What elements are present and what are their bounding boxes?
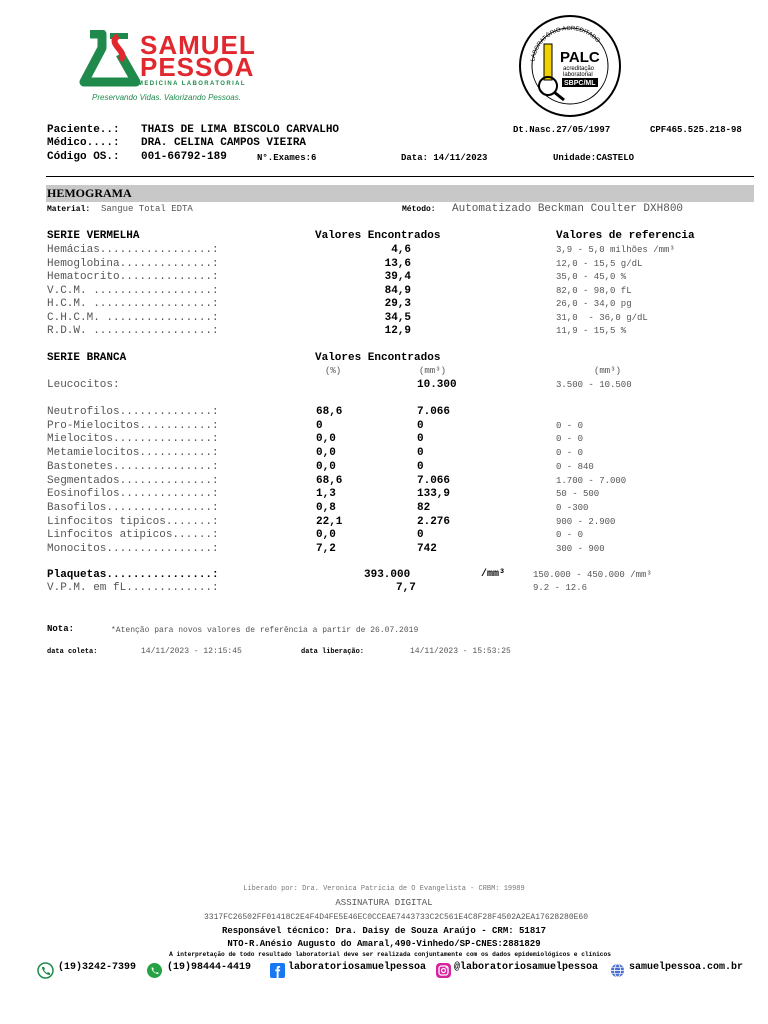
branca-unit-mm3: (mm³) <box>419 366 447 376</box>
vpm-ref: 9.2 - 12.6 <box>533 583 588 593</box>
globe-icon <box>610 963 625 983</box>
vermelha-row-label: Hematocrito..............: <box>47 271 219 283</box>
phone-number: (19)3242-7399 <box>58 962 137 973</box>
branca-row-abs: 7.066 <box>417 406 451 418</box>
header-divider <box>46 176 754 177</box>
vpm-value: 7,7 <box>396 582 416 594</box>
phone-icon <box>37 962 54 984</box>
exam-title-bar <box>46 185 754 202</box>
interpretacao-note: A interpretação de todo resultado laboratorial deve ser realizada conjuntamente com os dados epidemiológicos e clínicos <box>169 951 611 958</box>
branca-row-abs: 2.276 <box>417 515 451 528</box>
leuco-label: Leucocitos: <box>47 379 120 391</box>
responsavel-tecnico: Responsável técnico: Dra. Daisy de Souza Araújo - CRM: 51817 <box>221 926 547 936</box>
plaquetas-unit: /mm³ <box>481 569 506 580</box>
vermelha-row-ref: 26,0 - 34,0 pg <box>556 299 632 309</box>
svg-text:laboratorial: laboratorial <box>563 72 593 78</box>
whatsapp-number: (19)98444-4419 <box>167 962 252 973</box>
signature-hash: 3317FC26502FF01418C2E4F4D4FE5E46EC0CCEAE7443733C2C561E4C8F28F4502A2EA17628280E60 <box>203 913 589 922</box>
instagram-icon <box>436 963 451 983</box>
branca-row-ref: 0 - 0 <box>556 448 584 459</box>
logo-mark-icon <box>76 30 146 90</box>
vpm-label: V.P.M. em fL.............: <box>47 582 219 594</box>
branca-row-abs: 7.066 <box>417 474 451 487</box>
coleta-label: data coleta: <box>47 648 98 656</box>
metodo-label: Método: <box>402 205 436 214</box>
material-value: Sangue Total EDTA <box>101 204 193 214</box>
branca-row-pct: 0 <box>316 419 323 432</box>
logo-brand-sub: MEDICINA LABORATORIAL <box>138 81 246 87</box>
vermelha-col-values: Valores Encontrados <box>315 230 441 242</box>
vermelha-row-ref: 3,9 - 5,0 milhões /mm³ <box>556 245 675 255</box>
vermelha-row-value: 34,5 <box>384 311 411 324</box>
facebook-handle: laboratoriosamuelpessoa <box>288 962 427 973</box>
branca-row-abs: 0 <box>417 447 424 460</box>
branca-row-abs: 133,9 <box>417 488 451 501</box>
branca-row-ref: 0 -300 <box>556 502 589 513</box>
vermelha-row-ref: 35,0 - 45,0 % <box>556 272 627 282</box>
svg-text:SBPC/ML: SBPC/ML <box>564 80 596 87</box>
branca-row-pct: 7,2 <box>316 543 336 555</box>
branca-row-ref: 0 - 0 <box>556 420 584 431</box>
palc-seal-icon <box>516 14 624 118</box>
exam-count: N°.Exames:6 <box>257 153 317 163</box>
vermelha-row-value: 39,4 <box>384 271 411 283</box>
vermelha-row-ref: 82,0 - 98,0 fL <box>556 285 632 296</box>
patient-name: THAIS DE LIMA BISCOLO CARVALHO <box>141 124 340 136</box>
patient-cpf: CPF465.525.218-98 <box>650 125 742 135</box>
vermelha-row-value: 12,9 <box>384 325 411 337</box>
branca-row-label: Eosinofilos..............: <box>47 488 219 501</box>
unit-name: Unidade:CASTELO <box>553 153 635 163</box>
svg-text:LABORATÓRIO ACREDITADO: LABORATÓRIO ACREDITADO <box>530 25 601 62</box>
branca-row-label: Linfocitos tipicos.......: <box>47 515 219 528</box>
label-codigo: Código OS.: <box>47 151 120 163</box>
metodo-value: Automatizado Beckman Coulter DXH800 <box>452 203 684 215</box>
exam-title: HEMOGRAMA <box>47 186 132 200</box>
branca-row-label: Monocitos................: <box>47 543 219 555</box>
branca-row-pct: 68,6 <box>316 474 343 487</box>
branca-row-label: Basofilos................: <box>47 501 219 514</box>
assinatura-digital: ASSINATURA DIGITAL <box>335 898 433 908</box>
vermelha-row-label: Hemoglobina..............: <box>47 257 219 270</box>
branca-unit-ref: (mm³) <box>594 366 622 376</box>
liberacao-value: 14/11/2023 - 15:53:25 <box>410 647 511 656</box>
label-medico: Médico....: <box>47 137 120 149</box>
vermelha-row-label: V.C.M. ..................: <box>47 284 219 297</box>
branca-row-abs: 742 <box>417 543 437 555</box>
branca-row-ref: 0 - 840 <box>556 461 594 472</box>
logo-brand-line1: SAMUEL <box>140 30 256 60</box>
branca-row-pct: 1,3 <box>316 488 336 501</box>
label-paciente: Paciente..: <box>47 124 120 136</box>
logo-brand-line2: PESSOA <box>140 52 255 82</box>
branca-row-abs: 82 <box>417 501 431 514</box>
svg-text:PALC: PALC <box>560 49 600 66</box>
branca-row-label: Pro-Mielocitos...........: <box>47 419 219 432</box>
branca-row-label: Mielocitos...............: <box>47 433 219 446</box>
branca-col-values: Valores Encontrados <box>315 352 441 364</box>
branca-row-ref: 900 - 2.900 <box>556 516 616 527</box>
leuco-ref: 3.500 - 10.500 <box>556 380 632 390</box>
branca-row-label: Neutrofilos..............: <box>47 406 219 418</box>
branca-row-label: Metamielocitos...........: <box>47 447 219 460</box>
liberado-por: Liberado por: Dra. Veronica Patricia de O Evangelista - CRBM: 19989 <box>243 885 525 893</box>
vermelha-row-ref: 11,9 - 15,5 % <box>556 326 627 336</box>
plaquetas-label: Plaquetas................: <box>47 569 219 581</box>
branca-row-ref: 0 - 0 <box>556 434 584 445</box>
vermelha-row-ref: 31,0 - 36,0 g/dL <box>556 312 648 323</box>
liberacao-label: data liberação: <box>301 648 365 656</box>
branca-row-pct: 0,0 <box>316 529 336 542</box>
leuco-value: 10.300 <box>417 379 457 391</box>
branca-row-label: Bastonetes...............: <box>47 460 219 473</box>
branca-row-pct: 0,8 <box>316 501 336 514</box>
branca-row-pct: 22,1 <box>316 515 343 528</box>
branca-row-pct: 0,0 <box>316 433 336 446</box>
logo-tagline: Preservando Vidas. Valorizando Pessoas. <box>92 93 241 102</box>
vermelha-row-value: 84,9 <box>384 284 411 297</box>
plaquetas-ref: 150.000 - 450.000 /mm³ <box>533 570 652 580</box>
vermelha-row-value: 29,3 <box>384 298 411 310</box>
vermelha-row-label: H.C.M. ..................: <box>47 298 219 310</box>
vermelha-row-label: Hemácias.................: <box>47 244 219 256</box>
material-label: Material: <box>47 205 91 214</box>
branca-row-pct: 0,0 <box>316 460 336 473</box>
vermelha-row-ref: 12,0 - 15,5 g/dL <box>556 258 643 269</box>
order-code: 001-66792-189 <box>141 151 227 163</box>
lab-logo <box>76 30 266 105</box>
plaquetas-value: 393.000 <box>364 569 411 581</box>
branca-row-abs: 0 <box>417 419 424 432</box>
whatsapp-icon <box>146 962 163 984</box>
branca-row-ref: 300 - 900 <box>556 544 605 554</box>
vermelha-col-ref: Valores de referencia <box>556 230 695 242</box>
branca-row-ref: 0 - 0 <box>556 530 584 541</box>
branca-row-abs: 0 <box>417 433 424 446</box>
patient-birthdate: Dt.Nasc.27/05/1997 <box>513 125 611 135</box>
doctor-name: DRA. CELINA CAMPOS VIEIRA <box>141 137 307 149</box>
vermelha-row-value: 13,6 <box>384 257 411 270</box>
nota-label: Nota: <box>47 624 75 634</box>
branca-unit-pct: (%) <box>325 366 342 376</box>
nota-text: *Atenção para novos valores de referência a partir de 26.07.2019 <box>111 626 419 635</box>
vermelha-row-label: C.H.C.M. ................: <box>47 311 219 324</box>
vermelha-header: SERIE VERMELHA <box>47 230 140 242</box>
instagram-handle: @laboratoriosamuelpessoa <box>454 962 599 973</box>
branca-row-pct: 68,6 <box>316 406 343 418</box>
website: samuelpessoa.com.br <box>629 962 744 973</box>
branca-row-abs: 0 <box>417 460 424 473</box>
svg-text:acreditação: acreditação <box>563 66 595 72</box>
branca-row-ref: 50 - 500 <box>556 489 600 500</box>
lab-address: NTO-R.Anésio Augusto do Amaral,490-Vinhedo/SP-CNES:2881829 <box>227 939 541 949</box>
branca-row-label: Linfocitos atipicos......: <box>47 529 219 542</box>
exam-date: Data: 14/11/2023 <box>401 153 488 163</box>
branca-row-label: Segmentados..............: <box>47 474 219 487</box>
branca-header: SERIE BRANCA <box>47 352 127 364</box>
facebook-icon <box>270 963 285 983</box>
branca-row-ref: 1.700 - 7.000 <box>556 475 627 486</box>
vermelha-row-value: 4,6 <box>391 244 411 256</box>
branca-row-abs: 0 <box>417 529 424 542</box>
vermelha-row-label: R.D.W. ..................: <box>47 325 219 337</box>
coleta-value: 14/11/2023 - 12:15:45 <box>141 647 242 656</box>
branca-row-pct: 0,0 <box>316 447 336 460</box>
palc-seal <box>516 14 624 118</box>
